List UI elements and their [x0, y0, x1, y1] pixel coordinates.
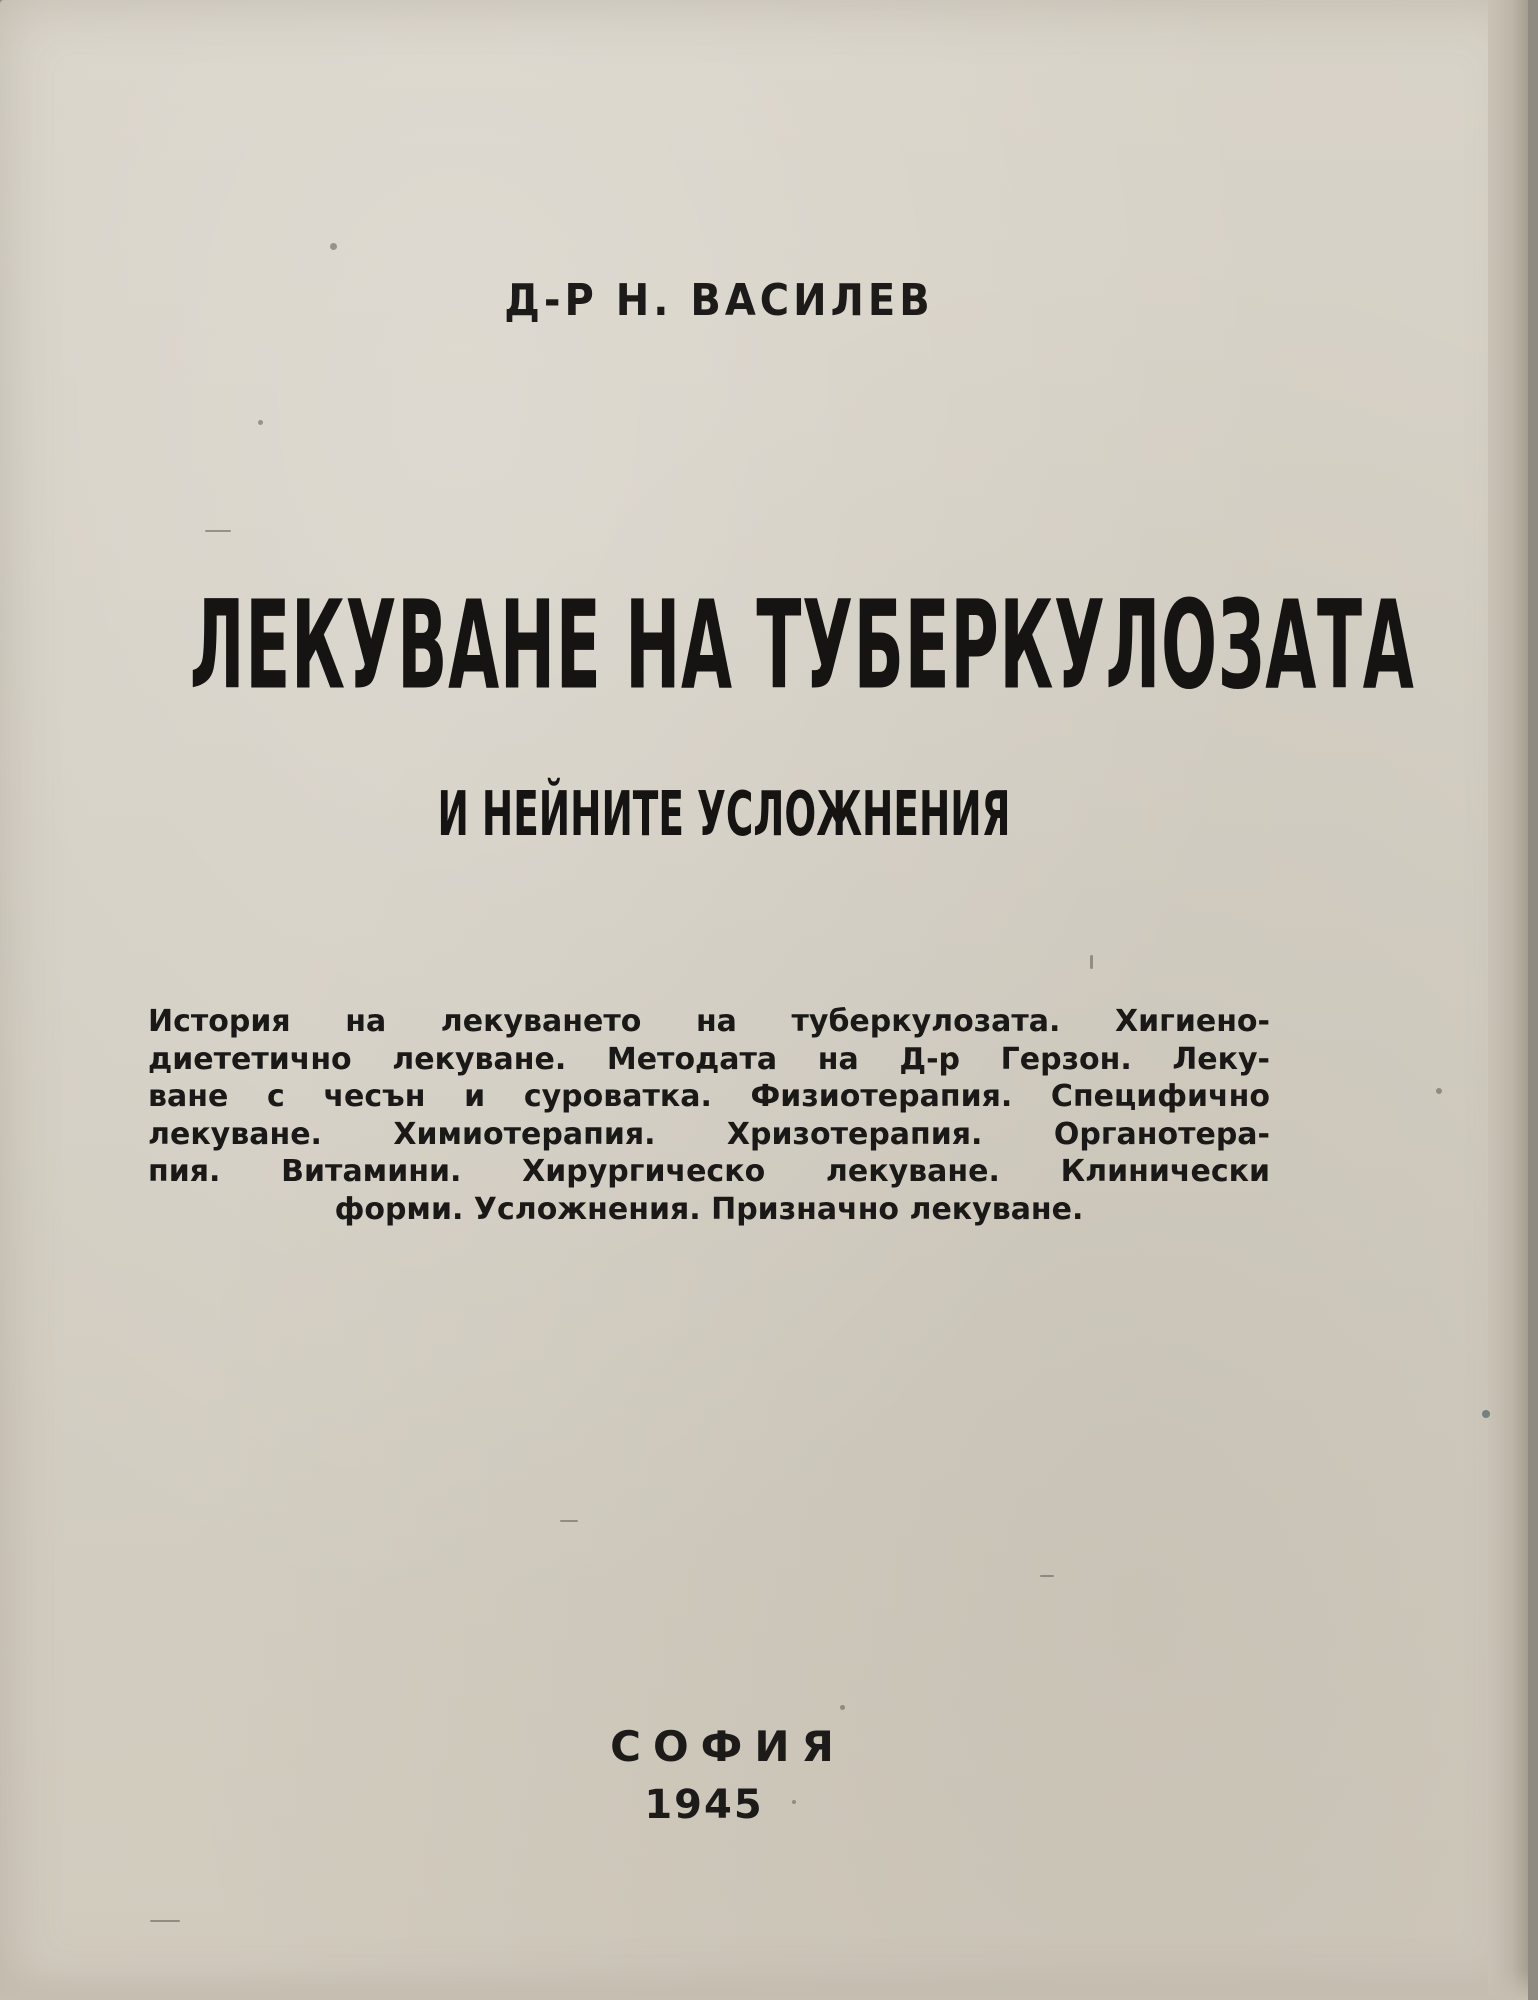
contents-line: диететично лекуване. Методата на Д-р Герзон. Леку- — [148, 1041, 1270, 1077]
publication-year: 1945 — [644, 1782, 764, 1828]
paper-speck — [330, 243, 337, 250]
book-title: ЛЕКУВАНЕ НА ТУБЕРКУЛОЗАТА — [189, 574, 1415, 717]
contents-summary — [148, 1003, 1270, 1228]
cover-bottom-edge — [0, 1970, 1528, 2000]
paper-speck — [840, 1705, 845, 1710]
contents-line: форми. Усложнения. Признaчно лекуване. — [334, 1191, 1084, 1227]
paper-speck — [1436, 1088, 1442, 1094]
contents-line: ване с чесън и суроватка. Физиотерапия. Специфично — [148, 1079, 1270, 1114]
paper-speck — [258, 420, 263, 425]
paper-speck — [1482, 1410, 1490, 1418]
book-subtitle: И НЕЙНИТЕ УСЛОЖНЕНИЯ — [437, 779, 1011, 851]
contents-line: пия. Витамини. Хирургическо лекуване. Клинически — [148, 1154, 1270, 1189]
paper-speck — [150, 1920, 180, 1922]
author-name: Д-Р Н. ВАСИЛЕВ — [504, 276, 934, 326]
contents-line: История на лекуването на туберкулозата. Хигиено- — [148, 1004, 1270, 1039]
paper-speck — [1040, 1575, 1054, 1577]
publication-city: СОФИЯ — [610, 1722, 846, 1771]
paper-speck — [1090, 955, 1093, 969]
cover-right-edge — [1488, 0, 1528, 2000]
paper-speck — [205, 530, 231, 532]
contents-line: лекуване. Химиотерапия. Хризотерапия. Органотера- — [148, 1116, 1270, 1152]
paper-speck — [560, 1520, 578, 1522]
